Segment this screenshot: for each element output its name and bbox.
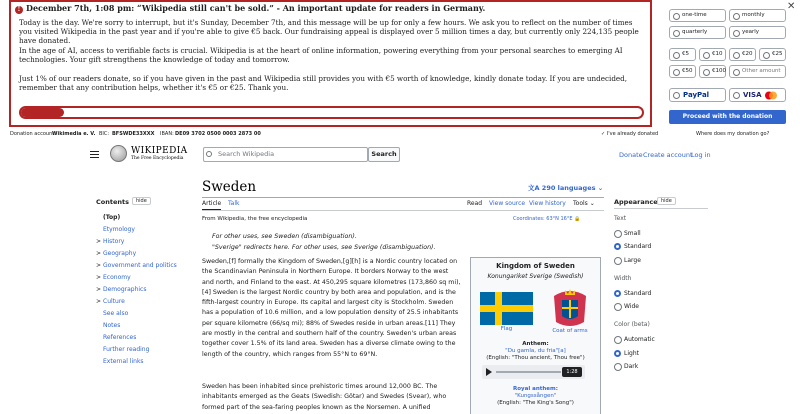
main-menu-icon[interactable] <box>90 151 99 158</box>
amount-20[interactable]: €20 <box>729 48 756 61</box>
chevron-right-icon[interactable]: > <box>96 298 102 305</box>
logo-tagline: The Free Encyclopedia <box>131 156 184 161</box>
chevron-right-icon[interactable]: > <box>96 238 102 245</box>
appearance-divider <box>614 208 708 209</box>
toc-item-label: Economy <box>103 274 131 281</box>
amount-5[interactable]: €5 <box>669 48 696 61</box>
search-button[interactable]: Search <box>368 147 400 162</box>
chevron-right-icon[interactable]: > <box>96 250 102 257</box>
toc-item[interactable] <box>96 226 135 233</box>
alert-icon: ! <box>15 6 23 14</box>
royal-anthem-name[interactable]: "Kungssången" <box>514 393 557 399</box>
tools-menu[interactable]: Tools ⌄ <box>573 200 595 207</box>
article-paragraph-1: Sweden,[f] formally the Kingdom of Sweden,[g][h] is a Nordic country located on the Scandinavian Peninsula in Northern Europe. It borders Norway to the west and north, and Finland to the east. At 450,295 square kilometres (173,860 sq mi),[4] Sweden is the largest Nordic country by both area and population, and is the fifth-largest country in Europe. Its capital and largest city is Stockholm. Sweden has a population of 10.6 million, and a low population density of 25.5 inhabitants per square kilometre (66/sq mi); 88% of Swedes reside in urban areas.[11] They are mostly in the central and southern half of the country. Sweden's urban areas together cover 1.5% of its land area. Sweden has a diverse climate owing to the length of the country, which ranges from 55°N to 69°N. <box>202 258 461 358</box>
toc-item[interactable] <box>96 286 146 293</box>
toc-item-label: History <box>103 238 125 245</box>
royal-anthem-english: (English: "The King's Song") <box>497 400 574 406</box>
color-dark-radio[interactable]: Dark <box>614 363 638 371</box>
toc-item[interactable] <box>96 262 177 269</box>
tab-talk[interactable]: Talk <box>228 200 240 207</box>
where-donation-link[interactable]: Where does my donation go? <box>696 131 770 137</box>
proceed-donation-button[interactable]: Proceed with the donation <box>669 110 786 124</box>
banner-title-text: December 7th, 1:08 pm: “Wikipedia still can't be sold.” - An important update for readers in Germany. <box>26 3 486 13</box>
create-account-link[interactable]: Create account <box>643 151 693 159</box>
text-standard-radio[interactable]: Standard <box>614 243 651 251</box>
account-value: Wikimedia e. V. <box>52 131 96 137</box>
banner-paragraph-2: In the age of AI, access to verifiable facts is crucial. Wikipedia is at the heart of online information, powering everything from your personal searches to emerging AI technologies. Your gift strengthens the knowledge of today and tomorrow. <box>19 46 623 65</box>
width-wide-radio[interactable]: Wide <box>614 303 639 311</box>
toc-item[interactable] <box>96 214 120 221</box>
toc-item[interactable] <box>96 322 120 329</box>
lock-icon: 🔒 <box>574 216 581 222</box>
width-label: Width <box>614 275 632 282</box>
banner-footer <box>0 128 800 140</box>
toc-heading: Contents <box>96 198 129 206</box>
banner-title <box>15 3 485 14</box>
audio-track[interactable] <box>496 371 561 373</box>
tab-view-history[interactable]: View history <box>529 200 566 207</box>
donate-link[interactable]: Donate <box>619 151 643 159</box>
appearance-heading: Appearance <box>614 198 658 206</box>
flag-caption[interactable]: Flag <box>500 326 513 332</box>
toc-hide-button[interactable]: hide <box>132 197 151 205</box>
frequency-monthly[interactable]: monthly <box>729 9 786 22</box>
toc-item-label: Notes <box>103 322 121 329</box>
frequency-quarterly[interactable]: quarterly <box>669 26 726 39</box>
color-label: Color (beta) <box>614 321 650 328</box>
coordinates-text: Coordinates: 63°N 16°E <box>513 216 573 222</box>
tabs-divider <box>202 210 604 211</box>
iban-value: DE09 3702 0500 0003 2873 00 <box>175 131 261 137</box>
coat-of-arms-image[interactable] <box>551 288 589 328</box>
account-label: Donation account: <box>10 131 56 137</box>
tab-read[interactable]: Read <box>467 200 483 207</box>
frequency-one-time[interactable]: one-time <box>669 9 726 22</box>
already-donated-link[interactable]: ✓ I've already donated <box>601 131 659 137</box>
progress-fill <box>21 108 64 117</box>
toc-item-label: References <box>103 334 137 341</box>
play-icon[interactable] <box>486 368 492 376</box>
toc-item-label: Geography <box>103 250 137 257</box>
logo-wordmark[interactable]: WIKIPEDIA <box>131 146 188 156</box>
chevron-right-icon[interactable]: > <box>96 262 102 269</box>
bic-value: BFSWDE33XXX <box>112 131 155 137</box>
banner-paragraph-3: Just 1% of our readers donate, so if you have given in the past and Wikipedia still provides you with €5 worth of knowledge, kindly donate today. If you are undecided, remember that any contribution helps, whether it's €5 or €25. Thank you. <box>19 74 628 93</box>
toc-item[interactable] <box>96 334 136 341</box>
coordinates[interactable] <box>513 216 580 222</box>
royal-anthem-label[interactable]: Royal anthem: <box>513 386 558 392</box>
language-button[interactable]: 文A 290 languages ⌄ <box>528 184 604 192</box>
article-paragraph-2: Sweden has been inhabited since prehistoric times around 12,000 BC. The inhabitants emerged as the Geats (Swedish: Götar) and Swedes (Svear), who formed part of the sea-faring peoples known as the Norsemen. A unified <box>202 383 447 411</box>
search-icon <box>206 151 212 157</box>
audio-duration: 1:28 <box>562 367 582 377</box>
infobox-title: Kingdom of Sweden <box>496 262 575 270</box>
banner-message-box <box>9 0 652 127</box>
sweden-flag-image[interactable] <box>480 292 533 325</box>
text-small-radio[interactable]: Small <box>614 230 641 238</box>
bic-label: BIC: <box>99 131 110 137</box>
toc-item[interactable] <box>96 274 131 281</box>
appearance-hide-button[interactable]: hide <box>657 197 676 205</box>
toc-item[interactable] <box>96 238 124 245</box>
toc-item-label: (Top) <box>103 214 121 221</box>
close-banner-icon[interactable]: ✕ <box>787 1 796 12</box>
paypal-option[interactable] <box>669 88 726 102</box>
coa-caption[interactable]: Coat of arms <box>552 328 588 334</box>
toc-item-label: Demographics <box>103 286 147 293</box>
tab-view-source[interactable]: View source <box>489 200 526 207</box>
visa-label: VISA <box>743 91 762 99</box>
language-count: 290 languages <box>541 184 596 192</box>
amount-100[interactable]: €100 <box>699 65 726 78</box>
iban-label: IBAN: <box>160 131 174 137</box>
toc-item[interactable] <box>96 298 125 305</box>
amount-10[interactable]: €10 <box>699 48 726 61</box>
page-title: Sweden <box>202 179 257 195</box>
amount-50[interactable]: €50 <box>669 65 696 78</box>
text-size-label: Text <box>614 215 627 222</box>
anthem-label: Anthem: <box>522 341 549 347</box>
toc-item-label: Further reading <box>103 346 150 353</box>
title-divider <box>202 197 604 198</box>
donation-progress-bar <box>19 106 644 119</box>
banner-paragraph-1: Today is the day. We're sorry to interrupt, but it's Sunday, December 7th, and this message will be up for only a few hours. We ask you to reflect on the number of times you visited Wikipedia in the past year and if you're able to give €5 back. Our fundraising appeal is displayed over 5 million times a day, but currently only 224,135 people have donated. <box>19 18 639 46</box>
text-large-radio[interactable]: Large <box>614 257 641 265</box>
toc-item[interactable] <box>96 358 144 365</box>
color-light-radio[interactable]: Light <box>614 350 639 358</box>
chevron-right-icon[interactable]: > <box>96 286 102 293</box>
hatnote-1: For other uses, see Sweden (disambiguation). <box>212 233 357 240</box>
audio-player[interactable] <box>482 365 585 379</box>
toc-item[interactable] <box>96 250 136 257</box>
tools-label: Tools <box>573 200 588 207</box>
toc-item-label: Culture <box>103 298 125 305</box>
wikipedia-globe-icon[interactable] <box>110 145 127 162</box>
width-standard-radio[interactable]: Standard <box>614 290 651 298</box>
fundraising-banner <box>0 0 800 142</box>
toc-item[interactable] <box>96 310 128 317</box>
infobox-subtitle: Konungariket Sverige (Swedish) <box>487 273 584 280</box>
toc-item[interactable] <box>96 346 149 353</box>
site-subtitle: From Wikipedia, the free encyclopedia <box>202 216 308 222</box>
paypal-label: PayPal <box>683 91 710 99</box>
color-automatic-radio[interactable]: Automatic <box>614 336 655 344</box>
amount-25[interactable]: €25 <box>759 48 786 61</box>
toc-item-label: Etymology <box>103 226 135 233</box>
anthem-name[interactable]: "Du gamla, du fria"[a] <box>505 348 566 354</box>
toc-item-label: External links <box>103 358 144 365</box>
other-amount-input[interactable]: Other amount <box>729 65 786 78</box>
anthem-english: (English: "Thou ancient, Thou free") <box>486 355 585 361</box>
wikipedia-page <box>0 142 800 414</box>
search-input[interactable]: Search Wikipedia <box>203 147 368 162</box>
toc-item-label: Government and politics <box>103 262 177 269</box>
mastercard-icon <box>764 91 778 100</box>
frequency-yearly[interactable]: yearly <box>729 26 786 39</box>
chevron-right-icon[interactable]: > <box>96 274 102 281</box>
translate-icon: 文A <box>528 184 542 192</box>
tab-article[interactable]: Article <box>202 200 221 210</box>
toc-item-label: See also <box>103 310 129 317</box>
login-link[interactable]: Log in <box>691 151 711 159</box>
visa-option[interactable] <box>729 88 786 102</box>
hatnote-2: "Sverige" redirects here. For other uses, see Sverige (disambiguation). <box>212 244 436 251</box>
